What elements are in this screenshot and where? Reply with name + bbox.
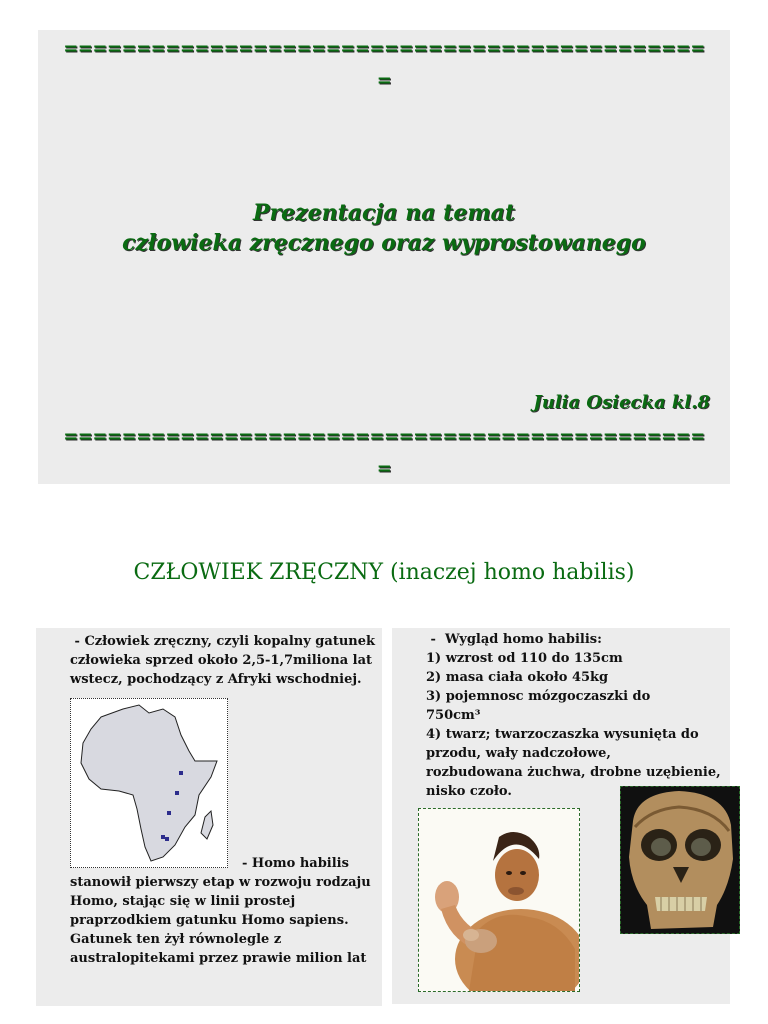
- left-text-panel: [36, 628, 382, 1006]
- decorative-rule-bottom-tail: =: [376, 458, 392, 479]
- list-item: 750cm³: [426, 708, 481, 723]
- appearance-list: [426, 630, 726, 801]
- list-item: nisko czoło.: [426, 784, 512, 799]
- text-line: - Człowiek zręczny, czyli kopalny gatunek: [70, 634, 376, 649]
- title-slide: [38, 30, 730, 484]
- list-item: 4) twarz; twarzoczaszka wysunięta do: [426, 727, 699, 742]
- text-line: człowieka sprzed około 2,5-1,7miliona lat: [70, 653, 373, 668]
- intro-paragraph: [70, 632, 380, 689]
- skull-icon: [621, 787, 739, 933]
- text-line: wstecz, pochodzący z Afryki wschodniej.: [70, 672, 362, 687]
- list-header: - Wygląd homo habilis:: [426, 632, 602, 647]
- title-line-1: Prezentacja na temat: [252, 200, 516, 226]
- africa-map: [70, 698, 228, 868]
- list-item: rozbudowana żuchwa, drobne uzębienie,: [426, 765, 721, 780]
- text-line: Homo, stając się w linii prostej: [70, 894, 296, 909]
- author-name: Julia Osiecka kl.8: [533, 392, 710, 413]
- homo-habilis-illustration: [418, 808, 580, 992]
- africa-map-icon: [71, 699, 227, 867]
- decorative-rule-bottom: ============================================: [63, 426, 705, 447]
- homo-habilis-lead: - Homo habilis: [242, 856, 349, 871]
- title-line-2: człowieka zręcznego oraz wyprostowanego: [122, 230, 646, 256]
- text-line: praprzodkiem gatunku Homo sapiens.: [70, 913, 349, 928]
- presentation-title: [38, 198, 730, 258]
- hominid-figure-icon: [419, 809, 579, 991]
- list-item: 3) pojemnosc mózgoczaszki do: [426, 689, 651, 704]
- decorative-rule-top: ============================================: [63, 38, 705, 59]
- text-line: Gatunek ten żył równolegle z: [70, 932, 282, 947]
- section-heading: CZŁOWIEK ZRĘCZNY (inaczej homo habilis): [133, 560, 635, 585]
- homo-habilis-skull-photo: [620, 786, 740, 934]
- list-item: 1) wzrost od 110 do 135cm: [426, 651, 623, 666]
- decorative-rule-top-tail: =: [376, 70, 392, 91]
- text-line: australopitekami przez prawie milion lat: [70, 951, 367, 966]
- description-paragraph: [70, 873, 382, 968]
- list-item: przodu, wały nadczołowe,: [426, 746, 611, 761]
- list-item: 2) masa ciała około 45kg: [426, 670, 609, 685]
- text-line: stanowił pierwszy etap w rozwoju rodzaju: [70, 875, 371, 890]
